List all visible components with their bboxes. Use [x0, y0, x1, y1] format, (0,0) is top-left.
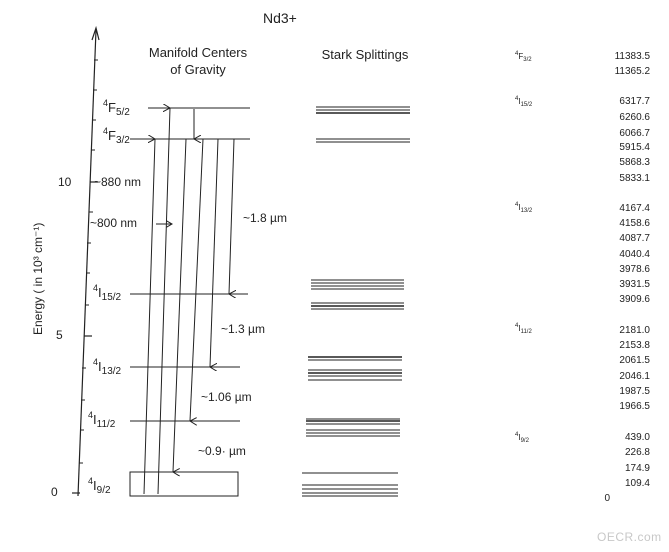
- table-value: 5868.3: [619, 157, 650, 168]
- arrow-0.9um: [173, 139, 186, 472]
- transition-arrows: [144, 108, 234, 494]
- arrow-1.06um: [190, 139, 203, 421]
- table-value: 2061.5: [619, 355, 650, 366]
- arrow-1.8um: [229, 139, 234, 294]
- table-value: 226.8: [624, 447, 650, 458]
- y-tick-label-5: 5: [56, 328, 63, 342]
- table-manifold-4I11/2: $^4I_{11/2}$: [515, 323, 532, 335]
- transition-label-1.8um: ~1.8 µm: [243, 211, 287, 225]
- table-value: 1987.5: [619, 386, 650, 397]
- level-label-4I9/2: $^4I_{9/2}$: [88, 476, 111, 496]
- manifold-lines: [130, 108, 250, 496]
- table-value: 4158.6: [619, 218, 650, 229]
- table-value: 11365.2: [614, 66, 650, 77]
- stark-lines: [302, 107, 410, 496]
- table-value: 2181.0: [619, 325, 650, 336]
- table-value: 4040.4: [619, 249, 650, 260]
- transition-label-1.3um: ~1.3 µm: [221, 322, 265, 336]
- level-label-4F5/2: $^4F_{5/2}$: [103, 98, 130, 118]
- diagram-title: Nd3+: [263, 10, 297, 26]
- level-label-4F3/2: $^4F_{3/2}$: [103, 126, 130, 146]
- watermark: OECR.com: [597, 530, 662, 544]
- level-label-4I15/2: $^4I_{15/2}$: [93, 283, 122, 303]
- table-value: 3978.6: [619, 264, 650, 275]
- arrow-880nm: [144, 139, 155, 494]
- table-value: 2153.8: [619, 340, 650, 351]
- transition-label-880nm: ~880 nm: [94, 175, 142, 189]
- table-manifold-4I15/2: $^4I_{15/2}$: [515, 96, 533, 108]
- level-label-4I11/2: $^4I_{11/2}$: [88, 410, 116, 430]
- table-manifold-4F3/2: $^4F_{3/2}$: [515, 51, 532, 63]
- y-tick-label-10: 10: [58, 175, 72, 189]
- transition-label-800nm: ~800 nm: [90, 216, 138, 230]
- table-value: 11383.5: [614, 51, 650, 62]
- table-value: 6066.7: [619, 128, 650, 139]
- level-label-4I13/2: $^4I_{13/2}$: [93, 357, 122, 377]
- manifold-centers-header: Manifold Centers of Gravity: [148, 45, 248, 77]
- table-value: 3931.5: [619, 279, 650, 290]
- table-value: 109.4: [624, 478, 650, 489]
- table-value: 5833.1: [619, 173, 650, 184]
- y-tick-label-0: 0: [51, 485, 58, 499]
- arrow-1.3um: [210, 139, 218, 367]
- table-value: 439.0: [624, 432, 650, 443]
- table-value: 6260.6: [619, 112, 650, 123]
- table-value: 4087.7: [619, 233, 650, 244]
- table-value: 1966.5: [619, 401, 650, 412]
- level-box-4I9/2: [130, 472, 238, 496]
- table-value: 0: [604, 493, 610, 504]
- arrow-800nm: [158, 108, 170, 494]
- table-value: 4167.4: [619, 203, 650, 214]
- table-value: 2046.1: [619, 371, 650, 382]
- table-value: 6317.7: [619, 96, 650, 107]
- stark-splittings-header: Stark Splittings: [321, 47, 409, 62]
- table-value: 3909.6: [619, 294, 650, 305]
- table-value: 174.9: [624, 463, 650, 474]
- transition-label-0.9um: ~0.9· µm: [198, 444, 246, 458]
- table-value: 5915.4: [619, 142, 650, 153]
- table-manifold-4I9/2: $^4I_{9/2}$: [515, 432, 529, 444]
- y-axis-label: Energy ( in 10³ cm⁻¹): [31, 222, 45, 335]
- table-manifold-4I13/2: $^4I_{13/2}$: [515, 202, 533, 214]
- transition-label-1.06um: ~1.06 µm: [201, 390, 252, 404]
